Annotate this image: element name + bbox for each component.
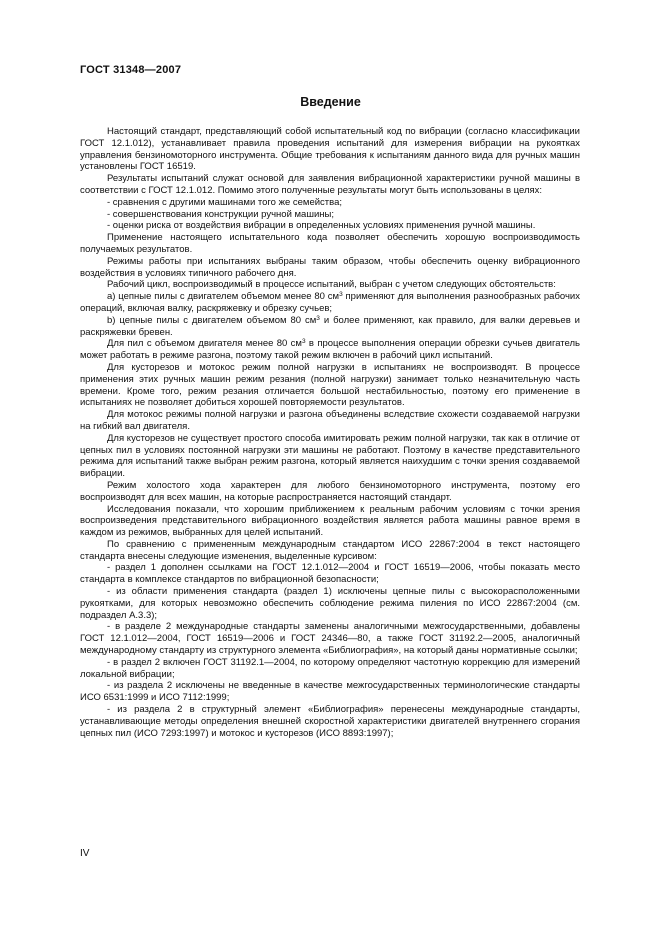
list-item: - сравнения с другими машинами того же семейства; [107, 196, 342, 208]
paragraph: Для пил с объемом двигателя менее 80 $см^3$ в процессе выполнения операции обрезки сучьев двигатель может работать в режиме разгона, поэтому такой режим включен в рабочий цикл испытаний. [80, 338, 580, 362]
section-title: Введение [300, 95, 361, 109]
list-item: - из области применения стандарта (раздел 1) исключены цепные пилы с высокорасположенными рукоятками, для которых невозможно обеспечить соблюдение режима пиления по ИСО 22867:2004 (см. подраздел А.3.3); [80, 586, 580, 621]
list-item: - оценки риска от воздействия вибрации в определенных условиях применения ручной машины. [107, 220, 536, 232]
page-number: IV [80, 848, 90, 859]
paragraph: Режим холостого хода характерен для любого бензиномоторного инструмента, поэтому его воспроизводят для всех машин, на которые распространяется настоящий стандарт. [80, 479, 580, 503]
paragraph: Для кусторезов и мотокос режим полной нагрузки в испытаниях не воспроизводят. В процессе применения этих ручных машин режим резания (полной нагрузки) занимает только незначительную часть времени. Кроме того, режим резания отличается большой нестабильностью, поэтому его применение в испытаниях не позволяет добиться хорошей повторяемости результатов. [80, 361, 580, 409]
list-item: - в разделе 2 международные стандарты заменены аналогичными межгосударственными, добавлены ГОСТ 12.1.012—2004, ГОСТ 16519—2006 и ГОСТ 24346—80, а также ГОСТ 31192.2—2005, аналогичный международному стандарту из структурного элемента «Библиография», на который даны нормативные ссылки; [80, 621, 580, 657]
paragraph: Применение настоящего испытательного кода позволяет обеспечить хорошую воспроизводимость получаемых результатов. [80, 232, 580, 255]
list-item: - в раздел 2 включен ГОСТ 31192.1—2004, по которому определяют частотную коррекцию для измерений локальной вибрации; [80, 656, 580, 680]
paragraph: Исследования показали, что хорошим приближением к реальным рабочим условиям с точки зрения воспроизведения представительного вибрационного воздействия является работа машины равное время в каждом из режимов, выбранных для целей испытаний. [80, 503, 580, 539]
paragraph: Результаты испытаний служат основой для заявления вибрационной характеристики ручной машины в соответствии с ГОСТ 12.1.012. Помимо этого полученные результаты могут быть использованы в целях: [80, 173, 580, 196]
paragraph: Для мотокос режимы полной нагрузки и разгона объединены вследствие схожести создаваемой нагрузки на гибкий вал двигателя. [80, 409, 580, 432]
list-item: b) цепные пилы с двигателем объемом 80 $см^3$ и более применяют, как правило, для валки деревьев и раскряжевки бревен. [80, 314, 580, 338]
paragraph: Режимы работы при испытаниях выбраны таким образом, чтобы обеспечить оценку вибрационного воздействия в условиях типичного рабочего дня. [80, 255, 580, 279]
paragraph: Для кусторезов не существует простого способа имитировать режим полной нагрузки, так как в отличие от цепных пил в условиях постоянной нагрузки эти машины не работают. Поэтому в качестве представительного режима для испытаний также выбран режим разгона, который является наихудшим с точки зрения создаваемой вибрации. [80, 432, 580, 480]
list-item: - раздел 1 дополнен ссылками на ГОСТ 12.1.012—2004 и ГОСТ 16519—2006, чтобы показать место стандарта в комплексе стандартов по вибрационной безопасности; [80, 562, 580, 586]
paragraph: Рабочий цикл, воспроизводимый в процессе испытаний, выбран с учетом следующих обстоятельств: [107, 279, 556, 291]
paragraph: По сравнению с примененным международным стандартом ИСО 22867:2004 в текст настоящего стандарта внесены следующие изменения, выделенные курсивом: [80, 538, 580, 562]
list-item: - совершенствования конструкции ручной машины; [107, 208, 334, 220]
paragraph: Настоящий стандарт, представляющий собой испытательный код по вибрации (согласно классификации ГОСТ 12.1.012), устанавливает правила проведения испытаний для измерения вибрации на рукоятках управления бензиномоторного инструмента. Общие требования к испытаниям данного вида для ручных машин установлены ГОСТ 16519. [80, 126, 580, 173]
body-text [80, 126, 580, 739]
list-item: а) цепные пилы с двигателем объемом менее 80 $см^3$ применяют для выполнения разнообразных рабочих операций, включая валку, раскряжевку и обрезку сучьев; [80, 291, 580, 314]
list-item: - из раздела 2 в структурный элемент «Библиография» перенесены международные стандарты, устанавливающие методы определения внешней скоростной характеристики двигателей внутреннего сгорания цепных пил (ИСО 7293:1997) и мотокос и кусторезов (ИСО 8893:1997); [80, 704, 580, 739]
document-header: ГОСТ 31348—2007 [80, 64, 182, 76]
list-item: - из раздела 2 исключены не введенные в качестве межгосударственных терминологические стандарты ИСО 6531:1999 и ИСО 7112:1999; [80, 680, 580, 704]
